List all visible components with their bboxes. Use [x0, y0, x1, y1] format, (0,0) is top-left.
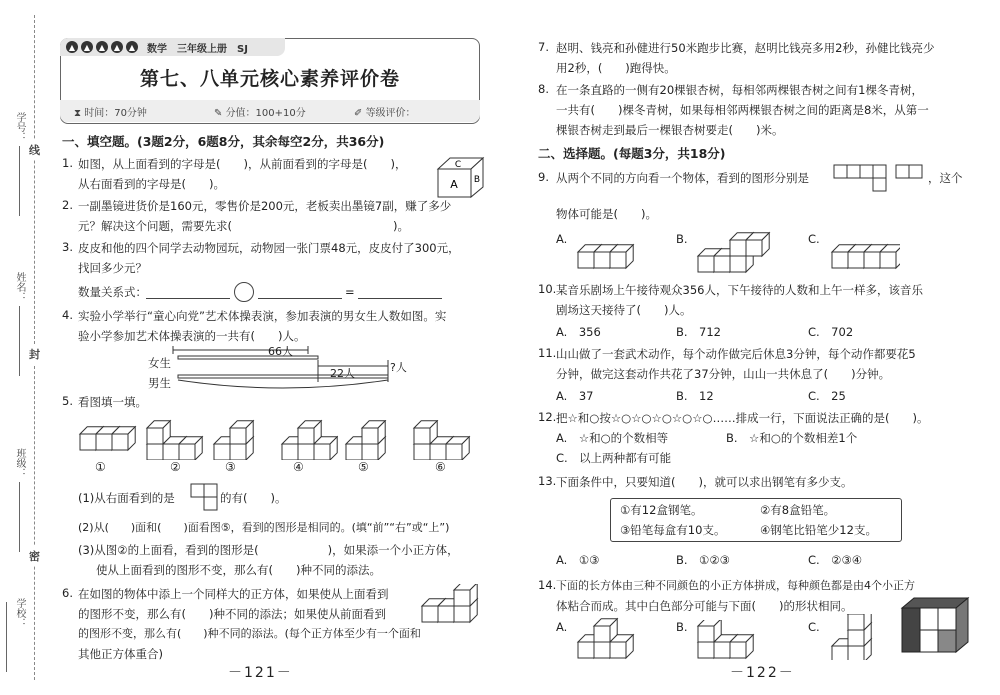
- option-b[interactable]: B. 12: [676, 389, 714, 403]
- q1-letter-cube: [436, 155, 486, 199]
- q5-sub2-text: (2)从( )面和( )面看图⑤，看到的图形是相同的。(填“前”“右”或“上”): [78, 521, 450, 534]
- figure-label: ③: [225, 460, 236, 474]
- question-number: 6.: [62, 586, 73, 600]
- option-c[interactable]: C. 702: [808, 325, 854, 339]
- q8-text: 棵银杏树走到最后一棵银杏树要走( )米。: [556, 123, 784, 137]
- q13-condition: ④钢笔比铅笔少12支。: [760, 523, 877, 537]
- figure-label: ④: [293, 460, 304, 474]
- operator-circle[interactable]: [234, 282, 254, 302]
- answer-blank[interactable]: [146, 298, 230, 299]
- option-c[interactable]: C. 25: [808, 389, 846, 403]
- student-id-field[interactable]: 学号：: [5, 112, 27, 216]
- q7-text: 赵明、钱亮和孙健进行50米跑步比赛，赵明比钱亮多用2秒，孙健比钱亮少: [556, 41, 935, 55]
- q13-condition: ②有8盒铅笔。: [760, 503, 836, 517]
- q3-text: 找回多少元？: [78, 261, 147, 275]
- q12-text: 把☆和○按☆○☆○☆○☆○☆○……排成一行，下面说法正确的是( )。: [556, 411, 929, 425]
- q6-text: 的图形不变，那么有( )种不同的添法。(每个正方体至少有一个面和: [78, 627, 421, 640]
- option-b[interactable]: B. ①②③: [676, 553, 730, 567]
- cube-figure: [412, 420, 482, 460]
- q9-text: 物体可能是( )。: [556, 207, 657, 221]
- header-tab: [60, 38, 285, 56]
- cube-letter-front: A: [450, 178, 458, 191]
- subject-tab: 数学 三年级上册 SJ: [147, 43, 248, 55]
- option-a[interactable]: A. 356: [556, 325, 601, 339]
- grade-info: ✐ 等级评价：: [354, 107, 416, 119]
- q6-text: 的图形不变，那么有( )种不同的添法；如果使从前面看到: [78, 607, 386, 621]
- option-b[interactable]: B. ☆和○的个数相差1个: [726, 431, 858, 445]
- exam-meta: [60, 100, 480, 122]
- question-number: 14.: [538, 578, 557, 592]
- cube-figure: [280, 414, 338, 460]
- q9-view-shapes: [833, 164, 933, 192]
- section-multiple-choice: 二、选择题。(每题3分，共18分): [538, 146, 726, 161]
- option-c[interactable]: C.: [808, 232, 820, 246]
- difficulty-flame-icon: ▲: [96, 41, 108, 53]
- q6-text: 在如图的物体中添上一个同样大的正方体，如果使从上面看到: [78, 587, 389, 601]
- q14-cuboid-figure: [900, 596, 970, 654]
- q4-text: 实验小学举行“童心向党”艺术体操表演，参加表演的男女生人数如图。实: [78, 309, 447, 323]
- option-a[interactable]: A. ☆和○的个数相等: [556, 431, 669, 445]
- q1-text: 如图，从上面看到的字母是( )，从前面看到的字母是( )，: [78, 157, 407, 171]
- binding-margin: [0, 0, 50, 695]
- question-number: 5.: [62, 394, 73, 408]
- right-page: [500, 0, 1000, 695]
- q13-condition: ③铅笔每盒有10支。: [620, 523, 726, 537]
- cube-figure: [78, 420, 142, 460]
- q5-sub3-text: 使从上面看到的图形不变，那么有( )种不同的添法。: [96, 563, 381, 577]
- q5-sub3-text: (3)从图②的上面看，看到的图形是( )，如果添一个小正方体，: [78, 543, 459, 557]
- question-number: 13.: [538, 474, 557, 488]
- q7-text: 用2秒，( )跑得快。: [556, 61, 676, 75]
- question-number: 4.: [62, 308, 73, 322]
- unknown-total: ?人: [390, 361, 407, 374]
- question-number: 2.: [62, 198, 73, 212]
- q4-text: 验小学参加艺术体操表演的一共有( )人。: [78, 329, 306, 343]
- question-number: 8.: [538, 82, 549, 96]
- cube-figure: [696, 228, 776, 274]
- name-field[interactable]: 姓名：: [5, 272, 27, 376]
- option-a[interactable]: A.: [556, 232, 568, 246]
- q5-text: 看图填一填。: [78, 395, 147, 409]
- q14-text: 体粘合而成。其中白色部分可能与下面( )的形状相同。: [556, 599, 853, 613]
- equals-sign: =: [345, 285, 355, 299]
- q3-text: 皮皮和他的四个同学去动物园玩，动物园一张门票48元，皮皮付了300元，: [78, 241, 460, 255]
- section-fill-blank: 一、填空题。(3题2分，6题8分，其余每空2分，共36分): [62, 134, 385, 149]
- question-number: 12.: [538, 410, 557, 424]
- q8-text: 在一条直路的一侧有20棵银杏树，每相邻两棵银杏树之间有1棵冬青树，: [556, 83, 923, 97]
- cube-letter-top: C: [454, 160, 462, 170]
- q2-text: 元？解决这个问题，需要先求( )。: [78, 219, 409, 233]
- binding-mark-secret: 密: [29, 546, 40, 566]
- figure-label: ⑤: [358, 460, 369, 474]
- question-number: 10.: [538, 282, 557, 296]
- class-field[interactable]: 班级：: [5, 448, 27, 552]
- cube-figure: [830, 234, 900, 270]
- right-view-shape: [190, 483, 218, 511]
- cube-figure: [576, 234, 646, 270]
- binding-mark-seal: 封: [29, 344, 40, 364]
- question-number: 1.: [62, 156, 73, 170]
- school-field[interactable]: 学校：: [5, 598, 27, 695]
- boys-label: 男生: [148, 376, 171, 390]
- q2-text: 一副墨镜进货价是160元，零售价是200元，老板卖出墨镜7副，赚了多少: [78, 199, 452, 213]
- cube-figure: [576, 616, 636, 660]
- cube-figure: [420, 584, 486, 624]
- option-b[interactable]: B.: [676, 232, 688, 246]
- question-number: 7.: [538, 40, 549, 54]
- page-number: －121－: [228, 665, 293, 681]
- q10-text: 剧场这天接待了( )人。: [556, 303, 692, 317]
- answer-blank[interactable]: [258, 298, 342, 299]
- q9-text: 从两个不同的方向看一个物体，看到的图形分别是: [556, 171, 809, 185]
- difficulty-flame-icon: ▲: [111, 41, 123, 53]
- cube-letter-right: B: [473, 175, 481, 185]
- question-number: 11.: [538, 346, 557, 360]
- difference-value: 22人: [330, 367, 355, 380]
- difficulty-flame-icon: ▲: [126, 41, 138, 53]
- figure-label: ⑥: [435, 460, 446, 474]
- option-c[interactable]: C. ②③④: [808, 553, 863, 567]
- option-a[interactable]: A.: [556, 620, 568, 634]
- question-number: 9.: [538, 170, 549, 184]
- option-a[interactable]: A. ①③: [556, 553, 600, 567]
- option-c[interactable]: C. 以上两种都有可能: [556, 451, 672, 465]
- figure-label: ②: [170, 460, 181, 474]
- time-info: ⧗ 时间：70分钟: [74, 107, 147, 119]
- difficulty-flame-icon: ▲: [66, 41, 78, 53]
- q9-text: ，这个: [928, 171, 963, 185]
- option-b[interactable]: B.: [676, 620, 688, 634]
- page-number: －122－: [730, 665, 795, 681]
- q1-text: 从右面看到的字母是( )。: [78, 177, 225, 191]
- question-number: 3.: [62, 240, 73, 254]
- exam-title: 第七、八单元核心素养评价卷: [139, 68, 400, 90]
- option-c[interactable]: C.: [808, 620, 820, 634]
- q8-text: 一共有( )棵冬青树，如果每相邻两棵银杏树之间的距离是8米，从第一: [556, 103, 929, 117]
- cube-figure: [696, 620, 766, 660]
- q5-sub1-text: 的有( )。: [220, 491, 287, 505]
- cube-figure: [145, 418, 215, 460]
- cube-figure: [212, 418, 268, 460]
- q3-relation-label: 数量关系式：: [78, 285, 147, 299]
- option-a[interactable]: A. 37: [556, 389, 594, 403]
- q11-text: 山山做了一套武术动作，每个动作做完后休息3分钟，每个动作都要花5: [556, 347, 916, 361]
- cube-figure: [344, 420, 400, 460]
- q13-condition: ①有12盒钢笔。: [620, 503, 703, 517]
- option-b[interactable]: B. 712: [676, 325, 721, 339]
- cube-figure: [830, 614, 890, 660]
- q14-text: 下面的长方体由三种不同颜色的小正方体拼成，每种颜色都是由4个小正方: [556, 579, 915, 592]
- girls-value: 66人: [268, 345, 293, 358]
- binding-mark-line: 线: [29, 140, 40, 160]
- difficulty-flame-icon: ▲: [81, 41, 93, 53]
- q5-sub1-text: (1)从右面看到的是: [78, 491, 175, 505]
- score-info: ✎ 分值：100+10分: [214, 107, 306, 119]
- q13-text: 下面条件中，只要知道( )，就可以求出钢笔有多少支。: [556, 475, 853, 489]
- q6-text: 其他正方体重合): [78, 647, 163, 661]
- figure-label: ①: [95, 460, 106, 474]
- girls-label: 女生: [148, 356, 171, 370]
- q10-text: 某音乐剧场上午接待观众356人，下午接待的人数和上午一样多，该音乐: [556, 283, 923, 297]
- answer-blank[interactable]: [358, 298, 442, 299]
- q11-text: 分钟，做完这套动作共花了37分钟，山山一共休息了( )分钟。: [556, 367, 891, 381]
